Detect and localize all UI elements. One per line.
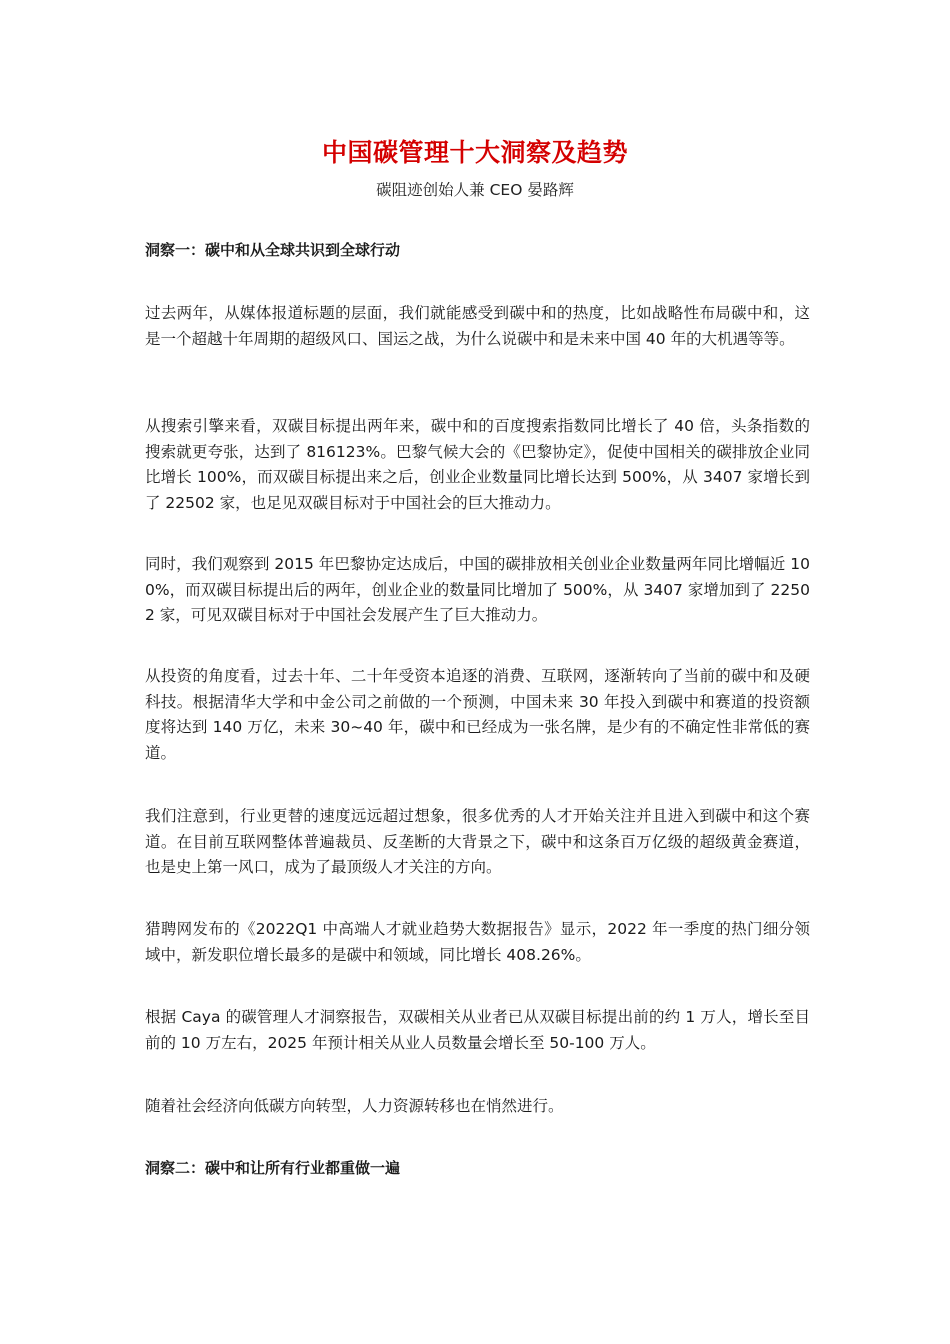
paragraph-5: 我们注意到，行业更替的速度远远超过想象，很多优秀的人才开始关注并且进入到碳中和这个赛道。在目前互联网整体普遍裁员、反垄断的大背景之下，碳中和这条百万亿级的超级黄金赛道，也是史上第一风口，成为了最顶级人才关注的方向。 xyxy=(145,807,810,876)
paragraph-3: 同时，我们观察到 2015 年巴黎协定达成后，中国的碳排放相关创业企业数量两年同比增幅近 100%，而双碳目标提出后的两年，创业企业的数量同比增加了 500%，从 3407 家增加到了 22502 家，可见双碳目标对于中国社会发展产生了巨大推动力。 xyxy=(145,555,810,624)
paragraph-4: 从投资的角度看，过去十年、二十年受资本追逐的消费、互联网，逐渐转向了当前的碳中和及硬科技。根据清华大学和中金公司之前做的一个预测，中国未来 30 年投入到碳中和赛道的投资额度将达到 140 万亿，未来 30~40 年，碳中和已经成为一张名牌，是少有的不确定性非常低的赛道。 xyxy=(145,667,810,762)
section-heading-2: 洞察二：碳中和让所有行业都重做一遍 xyxy=(145,1159,401,1177)
paragraph-8: 随着社会经济向低碳方向转型，人力资源转移也在悄然进行。 xyxy=(145,1097,564,1115)
section-heading-1: 洞察一：碳中和从全球共识到全球行动 xyxy=(145,241,401,259)
paragraph-7: 根据 Caya 的碳管理人才洞察报告，双碳相关从业者已从双碳目标提出前的约 1 万人，增长至目前的 10 万左右，2025 年预计相关从业人员数量会增长至 50-100 万人。 xyxy=(145,1008,810,1052)
paragraph-1: 过去两年，从媒体报道标题的层面，我们就能感受到碳中和的热度，比如战略性布局碳中和，这是一个超越十年周期的超级风口、国运之战，为什么说碳中和是未来中国 40 年的大机遇等等。 xyxy=(145,304,810,348)
paragraph-2: 从搜索引擎来看，双碳目标提出两年来，碳中和的百度搜索指数同比增长了 40 倍，头条指数的搜索就更夸张，达到了 816123%。巴黎气候大会的《巴黎协定》，促使中国相关的碳排放企业同比增长 100%，而双碳目标提出来之后，创业企业数量同比增长达到 500%，从 3407 家增长到了 22502 家，也足见双碳目标对于中国社会的巨大推动力。 xyxy=(145,417,810,512)
document-author: 碳阻迹创始人兼 CEO 晏路辉 xyxy=(376,181,574,199)
paragraph-6: 猎聘网发布的《2022Q1 中高端人才就业趋势大数据报告》显示，2022 年一季度的热门细分领域中，新发职位增长最多的是碳中和领域，同比增长 408.26%。 xyxy=(145,920,810,964)
document-title: 中国碳管理十大洞察及趋势 xyxy=(321,138,628,167)
